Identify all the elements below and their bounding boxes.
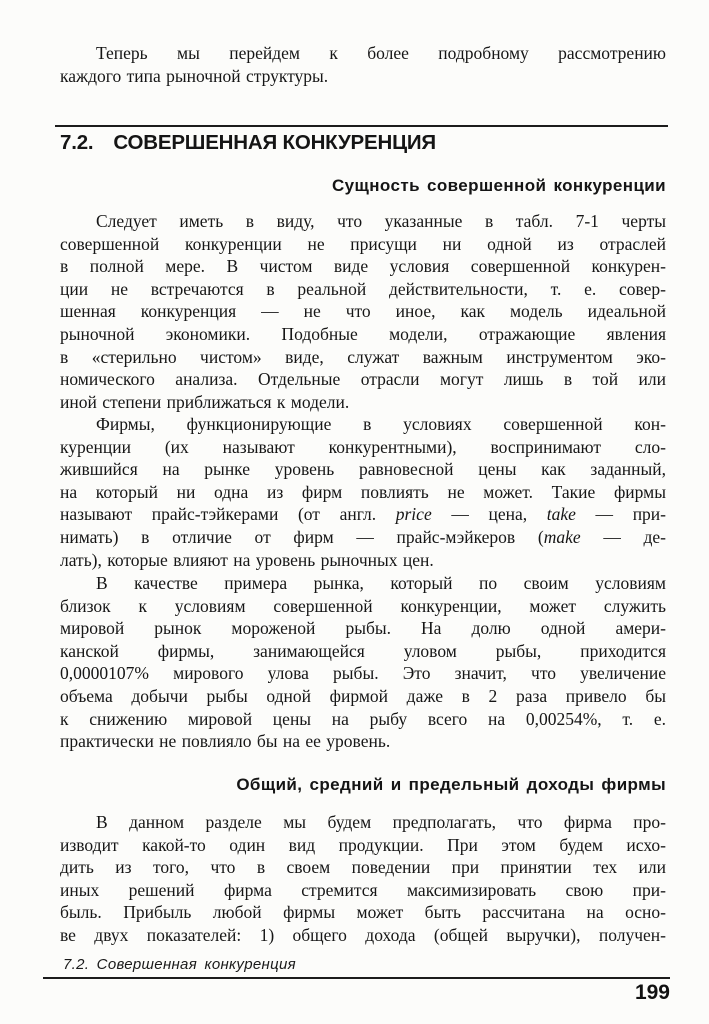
text-line (60, 346, 666, 369)
paragraph-perfect-competition-model (60, 210, 666, 413)
text-segment: иных решений фирма стремится максимизировать свою при- (60, 879, 666, 900)
page-number: 199 (634, 981, 670, 1004)
text-segment: Фирмы, функционирующие в условиях совершенной кон- (96, 414, 666, 434)
paragraph-price-takers (60, 413, 666, 571)
text-segment: изводит какой-то один вид продукции. При этом будем исхо- (60, 834, 666, 855)
text-segment: ции не встречаются в реальной действительности, т. е. совер- (60, 278, 666, 299)
text-segment: к снижению мировой цены на рыбу всего на 0,00254%, т. е. (60, 708, 666, 729)
text-segment: 0,0000107% мирового улова рыбы. Это значит, что увеличение (60, 663, 666, 684)
text-line (60, 300, 666, 323)
text-line (60, 572, 666, 595)
text-line (60, 617, 666, 640)
text-line (60, 856, 666, 879)
text-segment: на который ни одна из фирм повлиять не может. Такие фирмы (60, 481, 666, 502)
text-segment: куренции (их называют конкурентными), воспринимают сло- (60, 436, 666, 457)
text-segment: ве двух показателей: 1) общего дохода (общей выручки), получен- (60, 924, 666, 945)
text-line (60, 436, 666, 459)
text-line (60, 233, 666, 256)
running-footer-title: 7.2. Совершенная конкуренция (63, 956, 296, 973)
text-segment: — при- (575, 504, 666, 525)
text-segment: В данном разделе мы будем предполагать, что фирма про- (96, 812, 666, 832)
footer-rule (43, 977, 670, 979)
text-line (60, 278, 666, 301)
text-line (60, 42, 666, 65)
section-divider-rule (55, 125, 668, 127)
text-line (60, 811, 666, 834)
paragraph-profit-maximization (60, 811, 666, 947)
text-line (60, 255, 666, 278)
text-line (60, 640, 666, 663)
text-segment: лать), которые влияют на уровень рыночных цен. (60, 549, 434, 570)
text-line (60, 685, 666, 708)
text-segment: объема добычи рыбы одной фирмой даже в 2 раза привело бы (60, 685, 666, 706)
text-line (60, 595, 666, 618)
subheading-essence-of-perfect-competition: Сущность совершенной конкуренции (331, 176, 666, 195)
subheading-total-average-marginal-revenue: Общий, средний и предельный доходы фирмы (236, 775, 666, 794)
text-segment: Теперь мы перейдем к более подробному рассмотрению (96, 43, 666, 63)
italic-term: make (543, 526, 581, 547)
italic-term: take (546, 504, 576, 525)
text-line (60, 879, 666, 902)
text-segment: в полной мере. В чистом виде условия совершенной конкурен- (60, 256, 666, 277)
text-segment: мировой рынок мороженой рыбы. На долю одной амери- (60, 618, 666, 639)
text-segment: — де- (580, 526, 667, 547)
section-number: 7.2. (60, 131, 94, 154)
text-line (60, 526, 666, 549)
text-segment: В качестве примера рынка, который по своим условиям (96, 573, 666, 593)
text-line (60, 834, 666, 857)
text-segment: называют прайс-тэйкерами (от англ. (60, 504, 396, 525)
text-line (60, 481, 666, 504)
text-line (60, 662, 666, 685)
text-line (60, 730, 666, 753)
text-line (60, 924, 666, 947)
text-line (60, 65, 666, 88)
paragraph-fish-market-example (60, 572, 666, 753)
text-segment: в «стерильно чистом» виде, служат важным инструментом эко- (60, 346, 666, 367)
text-line (60, 391, 666, 414)
text-line (60, 368, 666, 391)
text-line (60, 503, 666, 526)
text-line (60, 901, 666, 924)
text-segment: дить из того, что в своем поведении при принятии тех или (60, 857, 666, 878)
text-segment: канской фирмы, занимающейся уловом рыбы, приходится (60, 640, 666, 661)
text-segment: совершенной конкуренции не присущи ни одной из отраслей (60, 233, 666, 254)
text-segment: жившийся на рынке уровень равновесной цены как заданный, (60, 459, 666, 480)
text-line (60, 549, 666, 572)
text-segment: номического анализа. Отдельные отрасли могут лишь в той или (60, 369, 666, 390)
text-segment: Следует иметь в виду, что указанные в табл. 7-1 черты (96, 211, 666, 231)
text-segment: — цена, (431, 504, 547, 525)
text-segment: иной степени приближаться к модели. (60, 391, 350, 412)
text-segment: рыночной экономики. Подобные модели, отражающие явления (60, 323, 666, 344)
text-segment: практически не повлияло бы на ее уровень. (60, 731, 391, 752)
text-segment: близок к условиям совершенной конкуренции, может служить (60, 595, 666, 616)
italic-term: price (395, 504, 432, 525)
section-heading (60, 131, 666, 155)
text-segment: шенная конкуренция — не что иное, как модель идеальной (60, 301, 666, 322)
text-line (60, 458, 666, 481)
text-segment: быль. Прибыль любой фирмы может быть рассчитана на осно- (60, 902, 666, 923)
text-segment: нимать) в отличие от фирм — прайс-мэйкеров ( (60, 526, 544, 547)
text-segment: каждого типа рыночной структуры. (60, 65, 329, 86)
text-line (60, 210, 666, 233)
section-title: СОВЕРШЕННАЯ КОНКУРЕНЦИЯ (113, 131, 436, 154)
text-line (60, 708, 666, 731)
text-line (60, 413, 666, 436)
intro-paragraph (60, 42, 666, 87)
text-line (60, 323, 666, 346)
